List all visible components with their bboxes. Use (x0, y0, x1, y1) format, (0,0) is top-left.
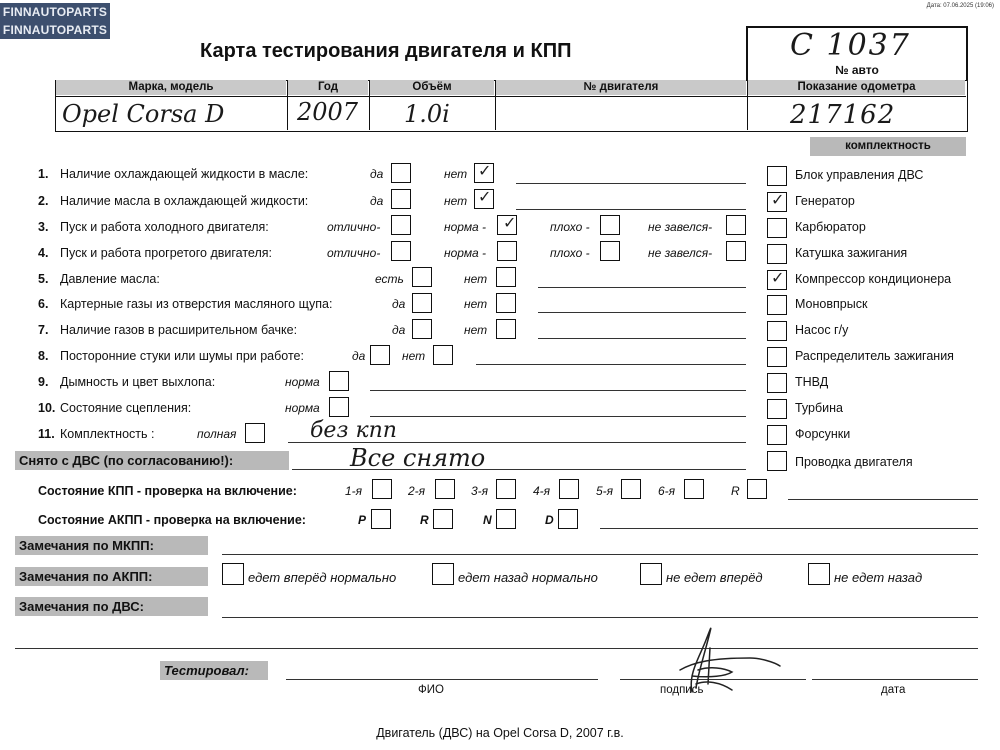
item3-normal-label: норма - (444, 220, 487, 234)
car-number-label: № авто (835, 63, 879, 77)
akpp-p-label: P (358, 513, 367, 527)
item3-normal-mark: ✓ (503, 213, 517, 232)
item4-bad-label: плохо - (550, 246, 590, 260)
akpp-forward-ok-label: едет вперёд нормально (248, 570, 397, 585)
header-make-model: Марка, модель (56, 80, 286, 95)
item9-normal-checkbox[interactable] (329, 371, 349, 391)
item1-no-label: нет (444, 167, 468, 181)
kpp-gear-6-label: 6-я (658, 484, 676, 498)
item1-yes-label: да (370, 167, 384, 181)
kpp-gear-r-label: R (731, 484, 740, 498)
item3-excellent-label: отлично- (327, 220, 381, 234)
item4-normal-label: норма - (444, 246, 487, 260)
item11-handwritten: без кпп (310, 418, 397, 443)
akpp-r-label: R (420, 513, 429, 527)
item11-num: 11. (38, 427, 55, 441)
item5-text: Давление масла: (60, 272, 160, 286)
item3-nostart-label: не завелся- (648, 220, 713, 234)
item8-no-label: нет (402, 349, 426, 363)
komplekt-item-8: ТНВД (795, 375, 829, 389)
komplekt-cb-0[interactable] (767, 166, 787, 186)
item4-nostart-checkbox[interactable] (726, 241, 746, 261)
komplekt-cb-7[interactable] (767, 347, 787, 367)
komplekt-item-6: Насос г/у (795, 323, 849, 337)
item6-num: 6. (38, 297, 49, 311)
sign-label: подпись (660, 684, 704, 696)
item2-num: 2. (38, 194, 49, 208)
item6-text: Картерные газы из отверстия масляного щупа: (60, 297, 333, 311)
kpp-gear-4-checkbox[interactable] (559, 479, 579, 499)
akpp-forward-ok-checkbox[interactable] (222, 563, 244, 585)
item2-text: Наличие масла в охлаждающей жидкости: (60, 194, 309, 208)
item5-no-label: нет (464, 272, 488, 286)
item6-yes-checkbox[interactable] (412, 293, 432, 313)
item7-text: Наличие газов в расширительном бачке: (60, 323, 298, 337)
item3-num: 3. (38, 220, 49, 234)
komplekt-cb-6[interactable] (767, 321, 787, 341)
item7-num: 7. (38, 323, 49, 337)
fio-label: ФИО (418, 684, 444, 696)
kpp-gear-6-checkbox[interactable] (684, 479, 704, 499)
tested-label: Тестировал: (160, 661, 268, 680)
header-engine-no: № двигателя (496, 80, 746, 95)
item4-bad-checkbox[interactable] (600, 241, 620, 261)
akpp-no-back-label: не едет назад (834, 570, 923, 585)
signature-image (640, 618, 790, 698)
akpp-no-back-checkbox[interactable] (808, 563, 830, 585)
item8-yes-checkbox[interactable] (370, 345, 390, 365)
komplekt-cb-5[interactable] (767, 295, 787, 315)
item1-text: Наличие охлаждающей жидкости в масле: (60, 167, 309, 181)
komplekt-cb-11[interactable] (767, 451, 787, 471)
page-title: Карта тестирования двигателя и КПП (200, 40, 572, 62)
item2-no-mark: ✓ (478, 187, 492, 206)
item5-no-checkbox[interactable] (496, 267, 516, 287)
komplekt-item-3: Катушка зажигания (795, 246, 908, 260)
make-model-value: Opel Corsa D (62, 100, 225, 128)
remarks-akpp-label: Замечания по АКПП: (15, 567, 208, 586)
akpp-d-label: D (545, 513, 554, 527)
item4-nostart-label: не завелся- (648, 246, 713, 260)
remarks-mkpp-label: Замечания по МКПП: (15, 536, 208, 555)
car-number-handwritten: C 1037 (790, 28, 911, 63)
komplekt-item-5: Моновпрыск (795, 297, 868, 311)
kpp-gear-3-label: 3-я (471, 484, 489, 498)
item4-excellent-label: отлично- (327, 246, 381, 260)
item4-excellent-checkbox[interactable] (391, 241, 411, 261)
item9-num: 9. (38, 375, 49, 389)
volume-value: 1.0i (404, 100, 450, 128)
item3-bad-checkbox[interactable] (600, 215, 620, 235)
akpp-n-label: N (483, 513, 492, 527)
item5-yes-label: есть (375, 272, 404, 286)
header-odometer: Показание одометра (748, 80, 965, 95)
header-year: Год (288, 80, 368, 95)
item8-text: Посторонние стуки или шумы при работе: (60, 349, 304, 363)
remarks-dvs-label: Замечания по ДВС: (15, 597, 208, 616)
item4-text: Пуск и работа прогретого двигателя: (60, 246, 272, 260)
kpp-gear-4-label: 4-я (533, 484, 551, 498)
item10-normal-checkbox[interactable] (329, 397, 349, 417)
item7-yes-label: да (392, 323, 406, 337)
removed-handwritten: Все снято (350, 444, 486, 472)
akpp-p-checkbox[interactable] (371, 509, 391, 529)
item1-yes-checkbox[interactable] (391, 163, 411, 183)
item9-normal-label: норма (285, 375, 320, 389)
kpp-gear-3-checkbox[interactable] (496, 479, 516, 499)
date-stamp: Дата: 07.06.2025 (19:06) (926, 3, 994, 9)
komplekt-mark-1: ✓ (771, 190, 785, 209)
item8-yes-label: да (352, 349, 366, 363)
item2-yes-label: да (370, 194, 384, 208)
item7-yes-checkbox[interactable] (412, 319, 432, 339)
item6-no-checkbox[interactable] (496, 293, 516, 313)
komplekt-item-0: Блок управления ДВС (795, 168, 924, 182)
komplekt-cb-2[interactable] (767, 218, 787, 238)
kpp-gear-1-label: 1-я (345, 484, 363, 498)
kpp-gear-5-label: 5-я (596, 484, 614, 498)
komplekt-item-1: Генератор (795, 194, 855, 208)
item10-normal-label: норма (285, 401, 320, 415)
kpp-gear-1-checkbox[interactable] (372, 479, 392, 499)
komplekt-item-10: Форсунки (795, 427, 851, 441)
item1-num: 1. (38, 167, 49, 181)
item7-no-checkbox[interactable] (496, 319, 516, 339)
komplekt-cb-9[interactable] (767, 399, 787, 419)
item4-num: 4. (38, 246, 49, 260)
year-value: 2007 (297, 98, 359, 126)
kpp-gear-2-label: 2-я (408, 484, 426, 498)
item1-no-mark: ✓ (478, 161, 492, 180)
brand-logo: FINNAUTOPARTS (0, 3, 110, 21)
item3-nostart-checkbox[interactable] (726, 215, 746, 235)
odometer-value: 217162 (790, 100, 896, 130)
item3-text: Пуск и работа холодного двигателя: (60, 220, 269, 234)
komplekt-item-4: Компрессор кондиционера (795, 272, 952, 286)
komplekt-item-11: Проводка двигателя (795, 455, 913, 469)
akpp-d-checkbox[interactable] (558, 509, 578, 529)
item6-yes-label: да (392, 297, 406, 311)
header-volume: Объём (370, 80, 494, 95)
kpp-label: Состояние КПП - проверка на включение: (38, 484, 297, 498)
kpp-gear-r-checkbox[interactable] (747, 479, 767, 499)
item10-num: 10. (38, 401, 56, 415)
item8-num: 8. (38, 349, 49, 363)
akpp-back-ok-label: едет назад нормально (458, 570, 598, 585)
akpp-no-forward-checkbox[interactable] (640, 563, 662, 585)
akpp-back-ok-checkbox[interactable] (432, 563, 454, 585)
item5-yes-checkbox[interactable] (412, 267, 432, 287)
akpp-label: Состояние АКПП - проверка на включение: (38, 513, 306, 527)
item2-no-label: нет (444, 194, 468, 208)
item8-no-checkbox[interactable] (433, 345, 453, 365)
item2-yes-checkbox[interactable] (391, 189, 411, 209)
date-label: дата (881, 684, 906, 696)
item10-text: Состояние сцепления: (60, 401, 192, 415)
removed-label: Снято с ДВС (по согласованию!): (15, 451, 289, 470)
komplekt-cb-10[interactable] (767, 425, 787, 445)
akpp-no-forward-label: не едет вперёд (666, 570, 763, 585)
komplekt-item-2: Карбюратор (795, 220, 866, 234)
akpp-r-checkbox[interactable] (433, 509, 453, 529)
item7-no-label: нет (464, 323, 488, 337)
item3-bad-label: плохо - (550, 220, 590, 234)
komplekt-mark-4: ✓ (771, 268, 785, 287)
item4-normal-checkbox[interactable] (497, 241, 517, 261)
item11-text: Комплектность : (60, 427, 155, 441)
kpp-gear-5-checkbox[interactable] (621, 479, 641, 499)
komplekt-item-7: Распределитель зажигания (795, 349, 954, 363)
komplekt-cb-8[interactable] (767, 373, 787, 393)
komplekt-item-9: Турбина (795, 401, 843, 415)
item11-full-label: полная (197, 427, 237, 441)
kpp-gear-2-checkbox[interactable] (435, 479, 455, 499)
brand-logo-2: FINNAUTOPARTS (0, 21, 110, 39)
item3-excellent-checkbox[interactable] (391, 215, 411, 235)
komplekt-cb-3[interactable] (767, 244, 787, 264)
akpp-n-checkbox[interactable] (496, 509, 516, 529)
item11-full-checkbox[interactable] (245, 423, 265, 443)
item6-no-label: нет (464, 297, 488, 311)
item9-text: Дымность и цвет выхлопа: (60, 375, 216, 389)
item5-num: 5. (38, 272, 49, 286)
photo-caption: Двигатель (ДВС) на Opel Corsa D, 2007 г.в. (376, 726, 624, 740)
komplekt-title: комплектность (810, 137, 966, 156)
